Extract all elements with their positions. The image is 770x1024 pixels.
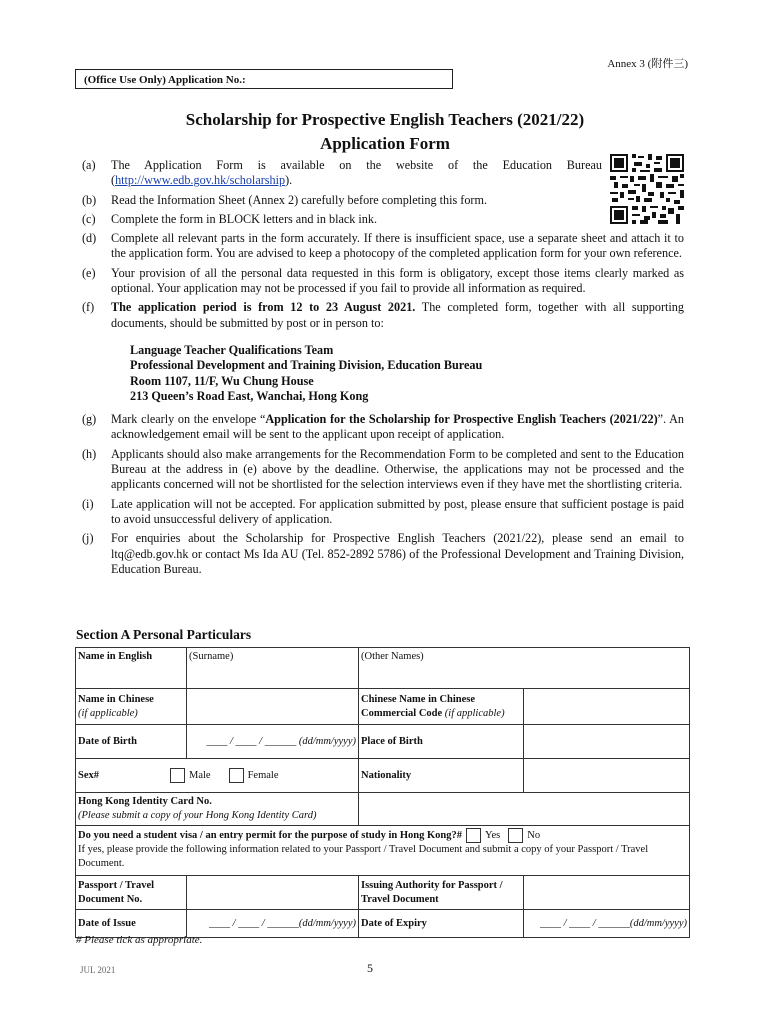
annex-label: Annex 3 (附件三) (607, 58, 688, 70)
visa-no-checkbox[interactable] (508, 828, 523, 843)
label-issuing-authority: Issuing Authority for Passport / Travel Document (359, 876, 524, 910)
label-name-english: Name in English (76, 648, 187, 689)
label-date-of-expiry: Date of Expiry (359, 910, 524, 938)
sex-field (76, 759, 359, 793)
label-hkid: Hong Kong Identity Card No. (Please submit a copy of your Hong Kong Identity Card) (76, 793, 359, 826)
list-item: (e) Your provision of all the personal data requested in this form is obligatory, except those items clearly marked as optional. Your application may not be processed if you fail to provide all information as required. (82, 265, 684, 296)
section-a-title: Section A Personal Particulars (76, 627, 252, 642)
instructions-list (82, 158, 684, 577)
list-item: (f) The application period is from 12 to 23 August 2021. The completed form, together with all supporting documents, should be submitted by post or in person to: (82, 300, 684, 330)
male-checkbox[interactable] (170, 768, 185, 783)
name-chinese-field[interactable] (187, 689, 359, 725)
personal-particulars-table (75, 647, 690, 938)
hkid-field[interactable] (359, 793, 690, 826)
label-place-of-birth: Place of Birth (359, 725, 524, 759)
office-use-box: (Office Use Only) Application No.: (75, 69, 453, 89)
place-of-birth-field[interactable] (524, 725, 690, 759)
title-line-2: Application Form (320, 134, 450, 153)
male-label: Male (189, 769, 211, 781)
label-sex: Sex# (78, 769, 99, 781)
list-item: (b) Read the Information Sheet (Annex 2) carefully before completing this form. (82, 192, 487, 207)
visa-question: Do you need a student visa / an entry permit for the purpose of study in Hong Kong?# Yes No If yes, please provide the following information related to your Passport / Travel Document and submit a copy of your Passport / Travel Document. (76, 826, 690, 876)
visa-note: If yes, please provide the following information related to your Passport / Travel Document and submit a copy of your Passport / Travel Document. (78, 844, 649, 869)
page-title (0, 108, 770, 156)
visa-yes-checkbox[interactable] (466, 828, 481, 843)
label-name-chinese: Name in Chinese (if applicable) (76, 689, 187, 725)
female-label: Female (247, 769, 279, 781)
nationality-field[interactable] (524, 759, 690, 793)
surname-field[interactable]: (Surname) (187, 648, 359, 689)
date-of-issue-field[interactable]: ____ / ____ / ______(dd/mm/yyyy) (187, 910, 359, 938)
passport-field[interactable] (187, 876, 359, 910)
title-line-1: Scholarship for Prospective English Teachers (2021/22) (185, 110, 585, 129)
list-item: (c) Complete the form in BLOCK letters and in black ink. (82, 211, 378, 226)
submission-address: Language Teacher Qualifications Team Professional Development and Training Division, Education Bureau Room 1107, 11/F, Wu Chung House 213 Queen’s Road East, Wanchai, Hong Kong (130, 342, 483, 403)
ccc-field[interactable] (524, 689, 690, 725)
label-date-of-issue: Date of Issue (76, 910, 187, 938)
label-date-of-birth: Date of Birth (76, 725, 187, 759)
date-of-expiry-field[interactable]: ____ / ____ / ______(dd/mm/yyyy) (524, 910, 690, 938)
list-item: (h) Applicants should also make arrangements for the Recommendation Form to be completed and sent to the Education Bureau at the address in (e) above by the deadline. Otherwise, the applications may not be processed and the applicants concerned will not be shortlisted for the selection interviews even if they have met the shortlisting criteria. (82, 446, 684, 492)
female-checkbox[interactable] (229, 768, 244, 783)
scholarship-link[interactable]: http://www.edb.gov.hk/scholarship (115, 173, 286, 188)
list-item: (j) For enquiries about the Scholarship for Prospective English Teachers (2021/22), please send an email to ltq@edb.gov.hk or contact Ms Ida AU (Tel. 852-2892 5786) of the Professional Development and Training Division, Education Bureau. (82, 531, 684, 576)
footer-date: JUL 2021 (80, 965, 116, 975)
list-item: (g) Mark clearly on the envelope “Application for the Scholarship for Prospective English Teachers (2021/22)”. An acknowledgement email will be sent to the applicant upon receipt of application. (82, 412, 685, 442)
tick-note: # Please tick as appropriate. (76, 934, 203, 946)
list-item: (d) Complete all relevant parts in the form accurately. If there is insufficient space, use a separate sheet and attach it to the application form. You are advised to keep a photocopy of the completed application form for your own reference. (82, 231, 684, 261)
issuing-authority-field[interactable] (524, 876, 690, 910)
list-item: (i) Late application will not be accepted. For application submitted by post, please ensure that sufficient postage is paid to avoid unsuccessful delivery of application. (82, 496, 684, 526)
label-passport: Passport / Travel Document No. (76, 876, 187, 910)
page-number: 5 (367, 961, 373, 975)
label-ccc: Chinese Name in Chinese Commercial Code (if applicable) (359, 689, 524, 725)
date-of-birth-field[interactable]: ____ / ____ / ______ (dd/mm/yyyy) (187, 725, 359, 759)
label-nationality: Nationality (359, 759, 524, 793)
other-names-field[interactable]: (Other Names) (359, 648, 690, 689)
list-item: (a) The Application Form is available on the website of the Education Bureau (http://www.edb.gov.hk/scholarship). (82, 158, 602, 188)
